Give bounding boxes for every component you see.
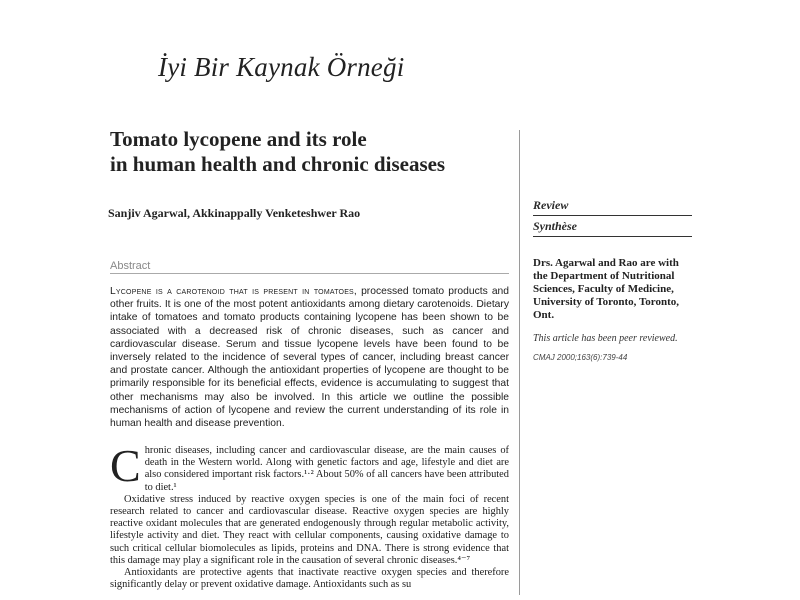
body-paragraph: hronic diseases, including cancer and cardiovascular disease, are the main causes of death in the Western world. Along with genetic factors and age, lifestyle and diet are also considered important risk factors.¹·² About 50% of all cancers have been attributed to diet.¹ bbox=[144, 445, 509, 493]
body-text bbox=[110, 440, 509, 591]
authors: Sanjiv Agarwal, Akkinappally Venketeshwer Rao bbox=[108, 206, 361, 220]
paper-title bbox=[110, 127, 520, 177]
body-paragraph: Oxidative stress induced by reactive oxygen species is one of the main foci of recent research related to cancer and cardiovascular disease. Reactive oxygen species are highly reactive oxidant molecules that are generated endogenously through regular metabolic activity, lifestyle activity and diet. They react with cellular components, causing oxidative damage to such critical cellular biomolecules as lipids, proteins and DNA. There is strong evidence that this damage may play a significant role in the causation of several chronic diseases.⁴⁻⁷ bbox=[110, 493, 509, 566]
author-affiliation: Drs. Agarwal and Rao are with the Department of Nutritional Sciences, Faculty of Medicine, University of Toronto, Toronto, Ont. bbox=[533, 257, 679, 321]
abstract-rule bbox=[110, 273, 509, 274]
abstract-text bbox=[110, 285, 509, 430]
journal-citation: CMAJ 2000;163(6):739-44 bbox=[533, 353, 628, 362]
abstract-rest: processed tomato products and other fruits. It is one of the most potent antioxidants among dietary carotenoids. Dietary intake of tomatoes and tomato products containing lycopene has been shown to be associated with a decreased risk of chronic diseases, such as cancer and cardiovascular disease. Serum and tissue lycopene levels have been found to be inversely related to the incidence of several types of cancer, including breast cancer and prostate cancer. Although the antioxidant properties of lycopene are thought to be primarily responsible for its beneficial effects, evidence is accumulating to suggest that other mechanisms may also be involved. In this article we outline the possible mechanisms of action of lycopene and review the current understanding of its role in human health and disease prevention. bbox=[110, 286, 509, 430]
column-divider bbox=[519, 130, 520, 595]
paper-title-line-2: in human health and chronic diseases bbox=[110, 152, 446, 176]
section-label-review: Review bbox=[533, 198, 569, 212]
sidebar-rule bbox=[533, 215, 692, 216]
drop-cap: C bbox=[110, 440, 141, 491]
abstract-lead: Lycopene is a carotenoid that is present in tomatoes, bbox=[110, 286, 357, 297]
peer-review-note: This article has been peer reviewed. bbox=[533, 333, 678, 344]
paper-title-line-1: Tomato lycopene and its role bbox=[110, 127, 367, 151]
abstract-heading: Abstract bbox=[110, 260, 151, 272]
section-label-synthese: Synthèse bbox=[533, 219, 578, 233]
slide-title: İyi Bir Kaynak Örneği bbox=[158, 52, 405, 82]
sidebar-rule bbox=[533, 236, 692, 237]
body-paragraph: Antioxidants are protective agents that inactivate reactive oxygen species and therefore significantly delay or prevent oxidative damage. Antioxidants such as su bbox=[110, 567, 509, 591]
